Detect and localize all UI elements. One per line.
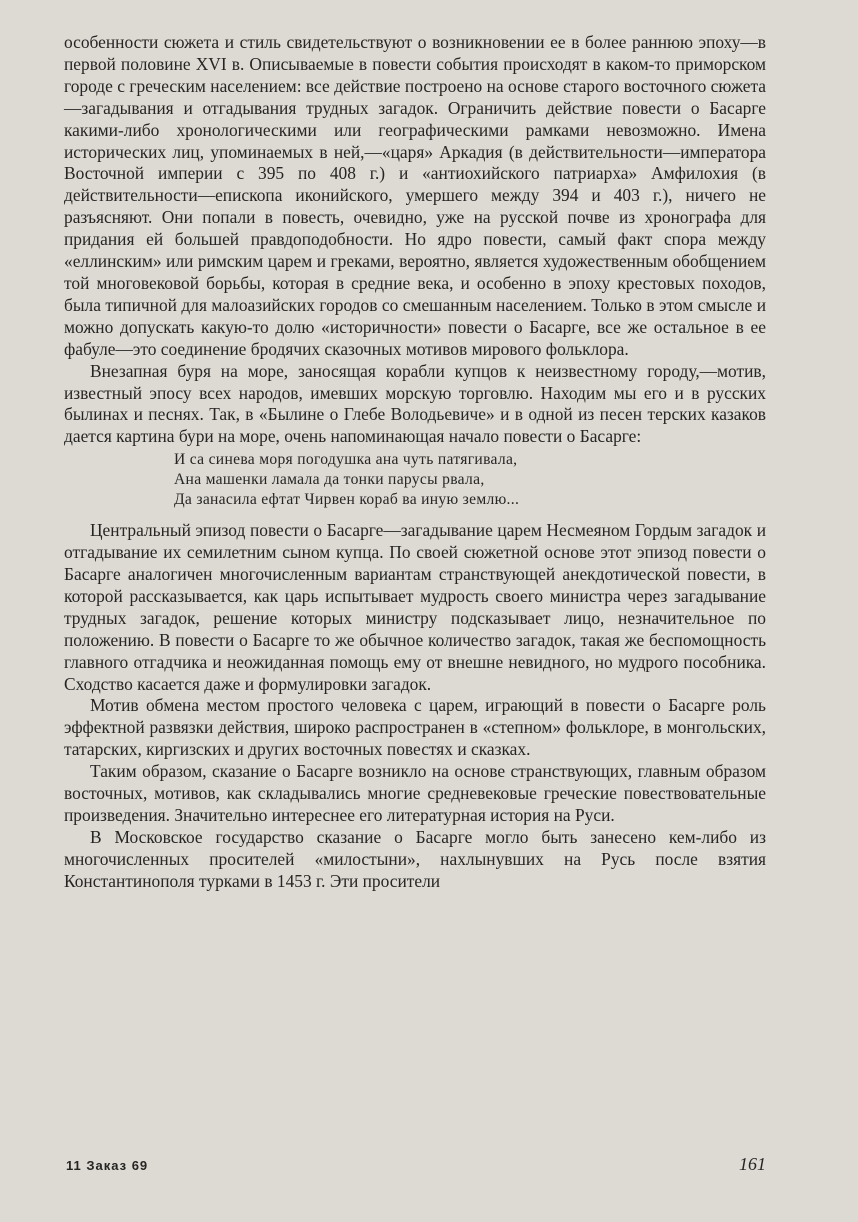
paragraph-5: Таким образом, сказание о Басарге возникло на основе странствующих, главным образом восточных, мотивов, как складывались многие средневековые греческие повествовательные произведения. Значительно интереснее его литературная история на Руси. — [64, 761, 766, 825]
paragraph-3: Центральный эпизод повести о Басарге—загадывание царем Несмеяном Гордым загадок и отгадывание их семилетним сыном купца. По своей сюжетной основе этот эпизод повести о Басарге аналогичен многочисленным вариантам странствующей анекдотической повести, в которой рассказывается, как царь испытывает мудрость своего министра через загадывание трудных загадок, решение которых министру подсказывает лицо, незначительное по положению. В повести о Басарге то же обычное количество загадок, такая же беспомощность главного отгадчика и неожиданная помощь ему от внешне невидного, но мудрого пособника. Сходство касается даже и формулировки загадок. — [64, 520, 766, 694]
paragraph-2: Внезапная буря на море, заносящая корабли купцов к неизвестному городу,—мотив, известный эпосу всех народов, имевших морскую торговлю. Находим мы его и в русских былинах и песнях. Так, в «Былине о Глебе Володьевиче» и в одной из песен терских казаков дается картина бури на море, очень напоминающая начало повести о Басарге: — [64, 360, 766, 447]
paragraph-1: особенности сюжета и стиль свидетельствуют о возникновении ее в более раннюю эпоху—в первой половине XVI в. Описываемые в повести события происходят в каком-то приморском городе с греческим населением: все действие построено на основе старого восточного сюжета—загадывания и отгадывания трудных загадок. Ограничить действие повести о Басарге какими-либо хронологическими или географическими рамками невозможно. Имена исторических лиц, упоминаемых в ней,—«царя» Аркадия (в действительности—императора Восточной империи с 395 по 408 г.) и «антиохийского патриарха» Амфилохия (в действительности—епископа иконийского, умершего между 394 и 403 г.), ничего не разъясняют. Они попали в повесть, очевидно, уже на русской почве из хронографа для придания ей большей правдоподобности. Но ядро повести, самый факт спора между «еллинским» или римским царем и греками, вероятно, является художественным обобщением той многовековой борьбы, которая в средние века, и особенно в эпоху крестовых походов, была типичной для малоазийских городов со смешанным населением. Только в этом смысле и можно допускать какую-то долю «историчности» повести о Басарге, все же остальное в ее фабуле—это соединение бродячих сказочных мотивов мирового фольклора. — [64, 32, 766, 359]
poem-line: Ана машенки ламала да тонки парусы рвала, — [174, 471, 485, 489]
page-number: 161 — [739, 1154, 766, 1174]
paragraph-4: Мотив обмена местом простого человека с царем, играющий в повести о Басарге роль эффектной развязки действия, широко распространен в «степном» фольклоре, в монгольских, татарских, киргизских и других восточных повестях и сказках. — [64, 695, 766, 760]
poem-line: И са синева моря погодушка ана чуть патягивала, — [174, 451, 518, 469]
poem-line: Да занасила ефтат Чирвен кораб ва иную землю... — [174, 491, 520, 509]
page-footer — [66, 1154, 766, 1175]
printer-signature: 11 Заказ 69 — [66, 1158, 149, 1173]
folk-song-quote — [174, 450, 766, 510]
paragraph-6: В Московское государство сказание о Басарге могло быть занесено кем-либо из многочисленных просителей «милостыни», нахлынувших на Русь после взятия Константинополя турками в 1453 г. Эти просители — [64, 826, 766, 891]
